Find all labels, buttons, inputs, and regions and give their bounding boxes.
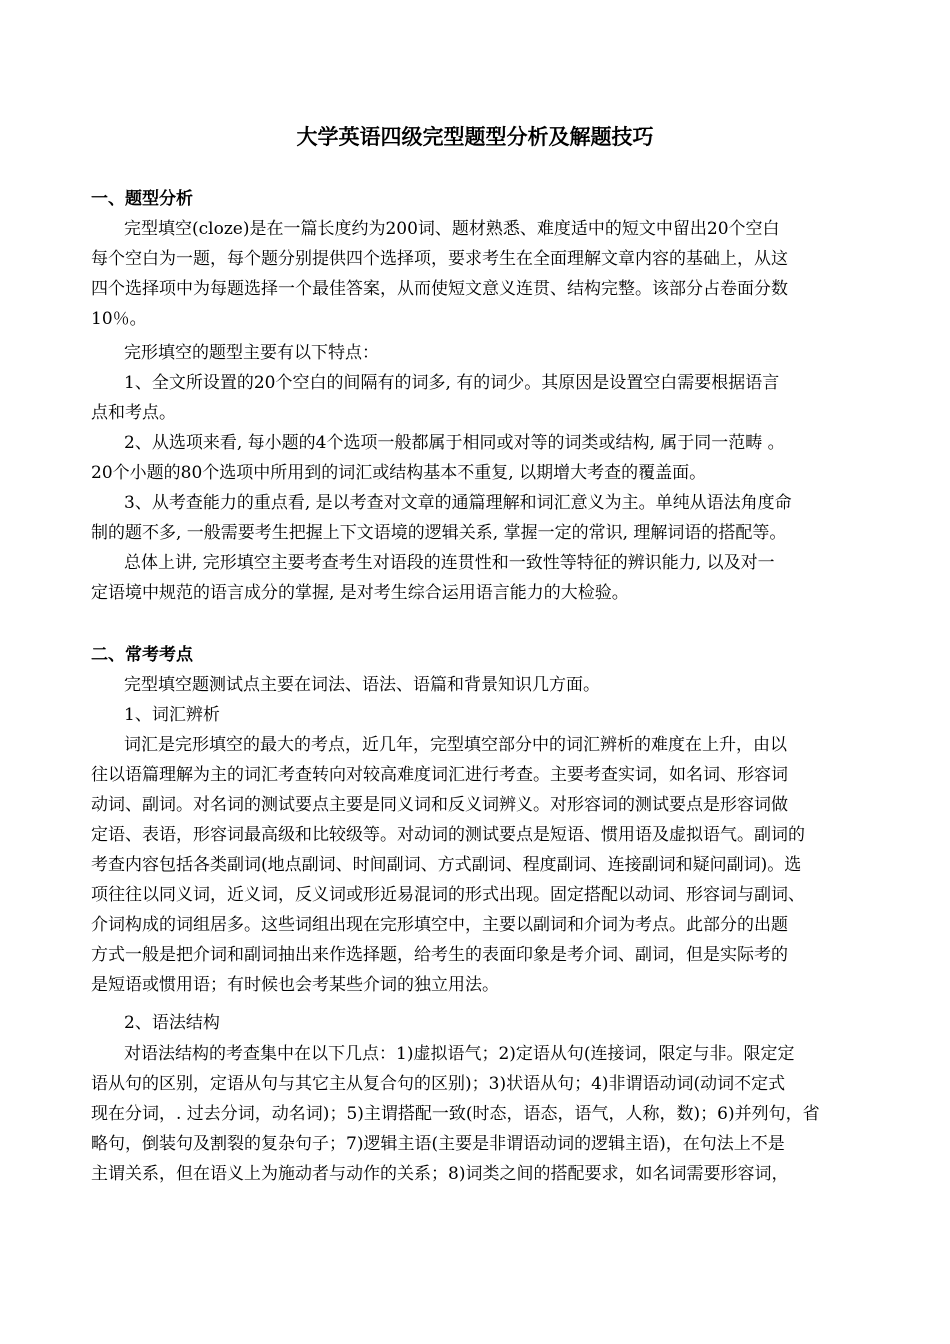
text-line: 介词构成的词组居多。这些词组出现在完形填空中，主要以副词和介词为考点。此部分的出题 [91,915,788,935]
text-line: 是短语或惯用语；有时候也会考某些介词的独立用法。 [91,975,499,995]
text-line: 方式一般是把介词和副词抽出来作选择题，给考生的表面印象是考介词、副词，但是实际考的 [91,945,788,965]
text-line: 动词、副词。对名词的测试要点主要是同义词和反义词辨义。对形容词的测试要点是形容词做 [91,795,788,815]
paragraph-cloze-intro [91,214,861,334]
text-line: 主谓关系，但在语义上为施动者与动作的关系；8)词类之间的搭配要求，如名词需要形容词， [91,1164,789,1184]
text-line: 制的题不多, 一般需要考生把握上下文语境的逻辑关系, 掌握一定的常识, 理解词语的搭配等。 [91,523,787,543]
page-title: 大学英语四级完型题型分析及解题技巧 [296,124,654,149]
text-line: 完形填空的题型主要有以下特点： [124,343,379,363]
text-line: 语从句的区别，定语从句与其它主从复合句的区别)；3)状语从句；4)非谓语动词(动词不定式 [91,1074,786,1094]
text-line: 每个空白为一题，每个题分别提供四个选择项，要求考生在全面理解文章内容的基础上，从这 [91,249,788,269]
text-line: 2、语法结构 [124,1013,220,1033]
text-line: 总体上讲, 完形填空主要考查考生对语段的连贯性和一致性等特征的辨识能力, 以及对一 [124,553,775,573]
paragraph-feature-1 [91,368,861,428]
text-line: 1、全文所设置的20个空白的间隔有的词多, 有的词少。其原因是设置空白需要根据语言 [124,373,780,393]
paragraph-feature-3 [91,488,861,548]
text-line: 1、词汇辨析 [124,705,220,725]
text-line: 考查内容包括各类副词(地点副词、时间副词、方式副词、程度副词、连接副词和疑问副词)。选 [91,855,802,875]
text-line: 词汇是完形填空的最大的考点，近几年，完型填空部分中的词汇辨析的难度在上升，由以 [124,735,787,755]
text-line: 10％。 [91,309,147,329]
subheading-vocabulary [91,700,861,730]
text-line: 略句，倒装句及割裂的复杂句子；7)逻辑主语(主要是非谓语动词的逻辑主语)，在句法上不是 [91,1134,785,1154]
section-heading-test-points: 二、常考考点 [91,645,193,665]
text-line: 20个小题的80个选项中所用到的词汇或结构基本不重复, 以期增大考查的覆盖面。 [91,463,707,483]
subheading-grammar [91,1008,861,1038]
text-line: 完型填空(cloze)是在一篇长度约为200词、题材熟悉、难度适中的短文中留出20个空白 [124,219,780,239]
text-line: 现在分词，. 过去分词，动名词)；5)主谓搭配一致(时态，语态，语气，人称，数)；6)并列句，省 [91,1104,820,1124]
paragraph-test-points-intro [91,670,861,700]
paragraph-summary [91,548,861,608]
text-line: 项往往以同义词，近义词，反义词或形近易混词的形式出现。固定搭配以动词、形容词与副词、 [91,885,805,905]
paragraph-vocabulary [91,730,861,1000]
text-line: 定语、表语，形容词最高级和比较级等。对动词的测试要点是短语、惯用语及虚拟语气。副词的 [91,825,805,845]
text-line: 往以语篇理解为主的词汇考查转向对较高难度词汇进行考查。主要考查实词，如名词、形容词 [91,765,788,785]
text-line: 四个选择项中为每题选择一个最佳答案，从而使短文意义连贯、结构完整。该部分占卷面分数 [91,279,788,299]
text-line: 3、从考查能力的重点看, 是以考查对文章的通篇理解和词汇意义为主。单纯从语法角度命 [124,493,792,513]
text-line: 点和考点。 [91,403,176,423]
text-line: 2、从选项来看, 每小题的4个选项一般都属于相同或对等的词类或结构, 属于同一范畴 。 [124,433,785,453]
paragraph-grammar [91,1039,861,1189]
paragraph-features-intro [91,338,861,368]
text-line: 定语境中规范的语言成分的掌握, 是对考生综合运用语言能力的大检验。 [91,583,629,603]
paragraph-feature-2 [91,428,861,488]
text-line: 对语法结构的考查集中在以下几点：1)虚拟语气；2)定语从句(连接词，限定与非。限定定 [124,1044,795,1064]
section-heading-type-analysis: 一、题型分析 [91,189,193,209]
text-line: 完型填空题测试点主要在词法、语法、语篇和背景知识几方面。 [124,675,600,695]
